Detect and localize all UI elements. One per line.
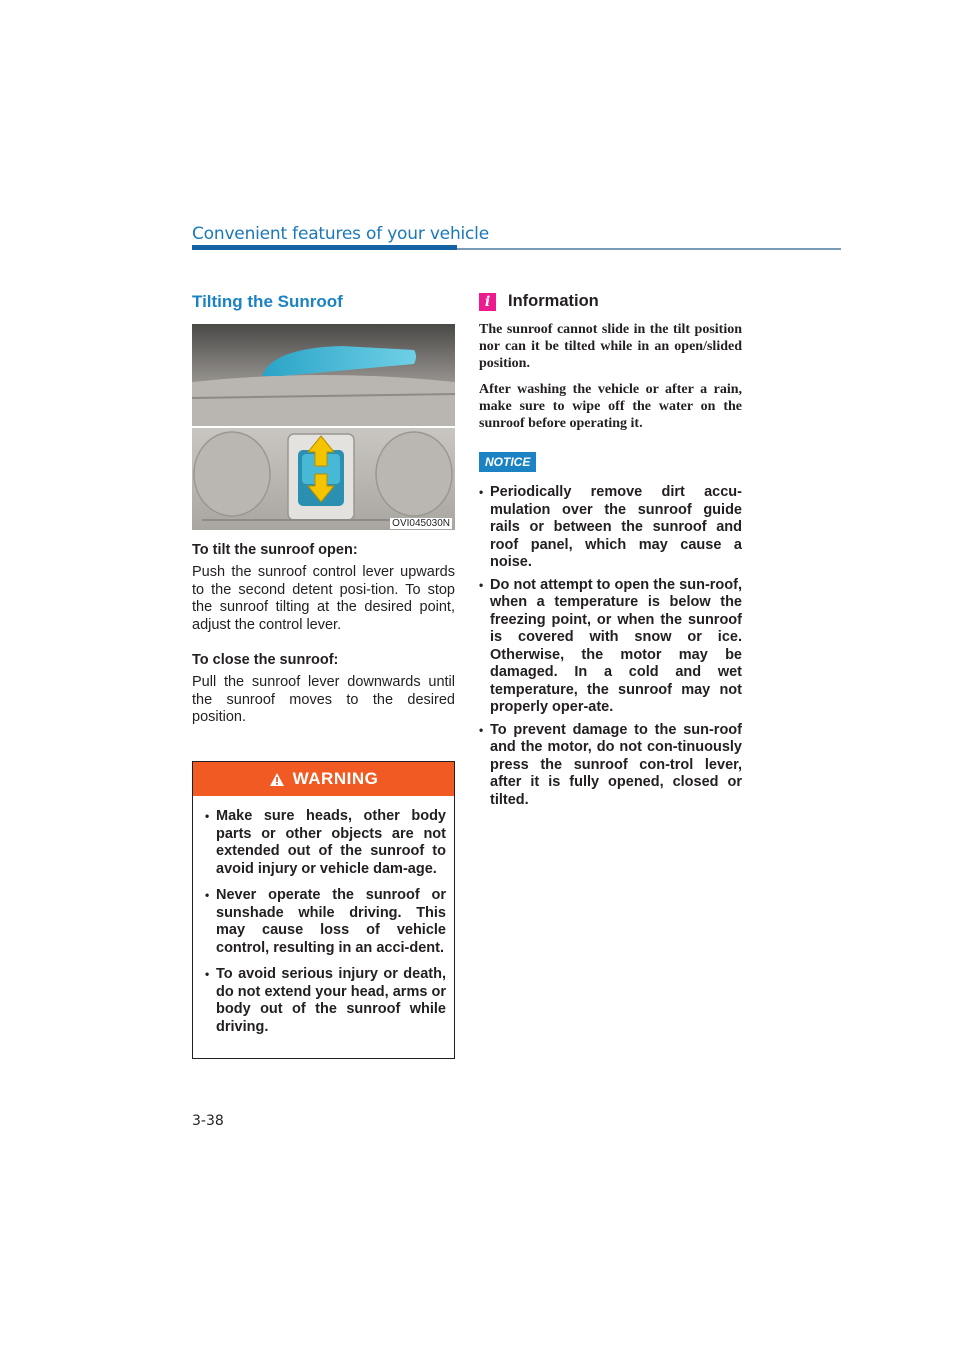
section-header: Convenient features of your vehicle [192,224,489,244]
tilt-open-heading: To tilt the sunroof open: [192,542,358,558]
notice-list [479,484,742,809]
information-paragraph: The sunroof cannot slide in the tilt position nor can it be tilted while in an open/slided position. [479,322,742,371]
figure-code: OVI045030N [392,518,450,529]
warning-label: WARNING [292,769,379,788]
warning-item: • To avoid serious injury or death, do not extend your head, arms or body out of the sunroof while driving. [205,966,446,1036]
tilt-open-text: Push the sunroof control lever upwards to the second detent posi-tion. To stop the sunroof tilting at the desired point, adjust the control lever. [192,564,455,633]
notice-badge: NOTICE [479,452,536,472]
warning-triangle-icon [269,772,285,787]
notice-item: • To prevent damage to the sun-roof and the motor, do not con-tinuously press the sunroof con-trol lever, after it is fully opened, closed or tilted. [479,722,742,810]
information-label: Information [508,292,599,310]
notice-item: • Do not attempt to open the sun-roof, when a temperature is below the freezing point, or when the sunroof is covered with snow or ice. Otherwise, the motor may be damaged. In a cold and wet temperature, the sunroof may not properly oper-ate. [479,577,742,717]
info-icon: i [479,293,496,311]
page-number: 3-38 [192,1113,224,1129]
page-title: Tilting the Sunroof [192,292,343,311]
right-column [479,292,742,814]
warning-item: • Make sure heads, other body parts or other objects are not extended out of the sunroof to avoid injury or vehicle dam-age. [205,808,446,878]
header-rule-thick [192,245,457,250]
warning-box [192,761,455,1059]
close-heading: To close the sunroof: [192,652,339,668]
sunroof-illustration [192,324,455,530]
information-heading [479,292,742,311]
header-rule-thin [457,248,841,250]
warning-header [193,762,454,796]
close-text: Pull the sunroof lever downwards until the sunroof moves to the desired position. [192,674,455,725]
left-column [192,292,455,745]
warning-item: • Never operate the sunroof or sunshade while driving. This may cause loss of vehicle control, resulting in an acci-dent. [205,887,446,957]
sunroof-figure [192,324,455,530]
warning-list [193,796,454,1036]
information-paragraph: After washing the vehicle or after a rain, make sure to wipe off the water on the sunroof before operating it. [479,382,742,431]
notice-item: • Periodically remove dirt accu-mulation over the sunroof guide rails or between the sunroof and roof panel, which may cause a noise. [479,484,742,572]
